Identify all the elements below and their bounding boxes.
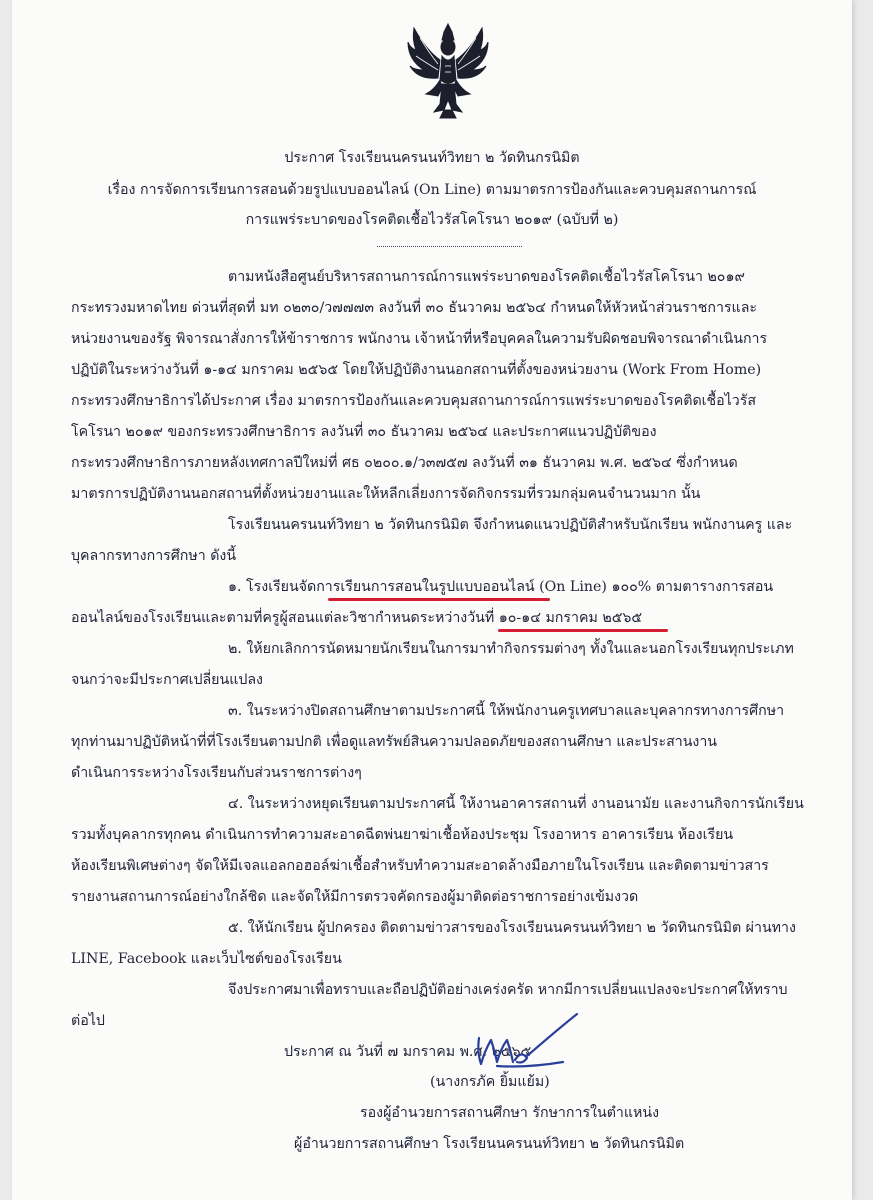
paragraph-2-line: โรงเรียนนครนนท์วิทยา ๒ วัดทินกรนิมิต จึงกำหนดแนวปฏิบัติสำหรับนักเรียน พนักงานครู และ: [228, 517, 793, 533]
item-2-line: จนกว่าจะมีประกาศเปลี่ยนแปลง: [71, 672, 263, 688]
announcement-title: ประกาศ โรงเรียนนครนนท์วิทยา ๒ วัดทินกรนิมิต: [284, 150, 580, 166]
document-page: [12, 0, 852, 1200]
subject-line-1: เรื่อง การจัดการเรียนการสอนด้วยรูปแบบออนไลน์ (On Line) ตามมาตรการป้องกันและควบคุมสถานการณ์: [107, 182, 757, 198]
signature-mark: [467, 1010, 587, 1072]
item-3-line: ทุกท่านมาปฏิบัติหน้าที่ที่โรงเรียนตามปกติ เพื่อดูแลทรัพย์สินความปลอดภัยของสถานศึกษา และประสานงาน: [71, 734, 718, 750]
closing-line: ต่อไป: [71, 1013, 105, 1029]
item-2-line: ๒. ให้ยกเลิกการนัดหมายนักเรียนในการมาทำกิจกรรมต่างๆ ทั้งในและนอกโรงเรียนทุกประเภท: [228, 641, 794, 657]
paragraph-2-line: บุคลากรทางการศึกษา ดังนี้: [71, 548, 237, 564]
announcement-date: ประกาศ ณ วันที่ ๗ มกราคม พ.ศ. ๒๕๖๕: [284, 1044, 532, 1060]
item-1-line: ๑. โรงเรียนจัดการเรียนการสอนในรูปแบบออนไลน์ (On Line) ๑๐๐% ตามตารางการสอน: [228, 579, 774, 595]
paragraph-1-line: หน่วยงานของรัฐ พิจารณาสั่งการให้ข้าราชการ พนักงาน เจ้าหน้าที่หรือบุคคลในความรับผิดชอบพิจารณาดำเนินการ: [71, 331, 768, 347]
garuda-emblem-icon: [404, 20, 492, 120]
title-separator: [377, 246, 522, 247]
subject-line-2: การแพร่ระบาดของโรคติดเชื้อไวรัสโคโรนา ๒๐๑๙ (ฉบับที่ ๒): [245, 212, 619, 228]
item-1-line: ออนไลน์ของโรงเรียนและตามที่ครูผู้สอนแต่ละวิชากำหนดระหว่างวันที่ ๑๐-๑๔ มกราคม ๒๕๖๕: [71, 610, 643, 626]
paragraph-1-line: มาตรการปฏิบัติงานนอกสถานที่ตั้งหน่วยงานและให้หลีกเลี่ยงการจัดกิจกรรมที่รวมกลุ่มคนจำนวนมาก นั้น: [71, 486, 701, 502]
item-4-line: ห้องเรียนพิเศษต่างๆ จัดให้มีเจลแอลกอฮอล์ฆ่าเชื้อสำหรับทำความสะอาดล้างมือภายในโรงเรียน และติดตามข่าวสาร: [71, 858, 769, 874]
paragraph-1-line: ตามหนังสือศูนย์บริหารสถานการณ์การแพร่ระบาดของโรคติดเชื้อไวรัสโคโรนา ๒๐๑๙: [228, 269, 745, 285]
item-4-line: รวมทั้งบุคลากรทุกคน ดำเนินการทำความสะอาดฉีดพ่นยาฆ่าเชื้อห้องประชุม โรงอาหาร อาคารเรียน ห้องเรียน: [71, 827, 734, 843]
item-5-line: LINE, Facebook และเว็บไซต์ของโรงเรียน: [71, 951, 342, 967]
item-4-line: รายงานสถานการณ์อย่างใกล้ชิด และจัดให้มีการตรวจคัดกรองผู้มาติดต่อราชการอย่างเข้มงวด: [71, 889, 639, 905]
paragraph-1-line: ปฏิบัติในระหว่างวันที่ ๑-๑๔ มกราคม ๒๕๖๕ โดยให้ปฏิบัติงานนอกสถานที่ตั้งของหน่วยงาน (Work From Home): [71, 362, 762, 378]
paragraph-1-line: โคโรนา ๒๐๑๙ ของกระทรวงศึกษาธิการ ลงวันที่ ๓๐ ธันวาคม ๒๕๖๔ และประกาศแนวปฏิบัติของ: [71, 424, 657, 440]
paragraph-1-line: กระทรวงศึกษาธิการภายหลังเทศกาลปีใหม่ที่ ศธ ๐๒๐๐.๑/ว๓๗๕๗ ลงวันที่ ๓๑ ธันวาคม พ.ศ. ๒๕๖๔ ซึ่งกำหนด: [71, 455, 738, 471]
item-5-line: ๕. ให้นักเรียน ผู้ปกครอง ติดตามข่าวสารของโรงเรียนนครนนท์วิทยา ๒ วัดทินกรนิมิต ผ่านทาง: [228, 920, 796, 936]
item-4-line: ๔. ในระหว่างหยุดเรียนตามประกาศนี้ ให้งานอาคารสถานที่ งานอนามัย และงานกิจการนักเรียน: [228, 796, 804, 812]
signer-position-1: รองผู้อำนวยการสถานศึกษา รักษาการในตำแหน่ง: [360, 1105, 659, 1121]
closing-line: จึงประกาศมาเพื่อทราบและถือปฏิบัติอย่างเคร่งครัด หากมีการเปลี่ยนแปลงจะประกาศให้ทราบ: [228, 982, 788, 998]
signer-name: (นางกรภัค ยิ้มแย้ม): [430, 1074, 550, 1090]
highlight-underline: [498, 629, 668, 632]
signer-position-2: ผู้อำนวยการสถานศึกษา โรงเรียนนครนนท์วิทยา ๒ วัดทินกรนิมิต: [294, 1136, 685, 1152]
item-3-line: ดำเนินการระหว่างโรงเรียนกับส่วนราชการต่างๆ: [71, 765, 362, 781]
item-3-line: ๓. ในระหว่างปิดสถานศึกษาตามประกาศนี้ ให้พนักงานครูเทศบาลและบุคลากรทางการศึกษา: [228, 703, 785, 719]
paragraph-1-line: กระทรวงมหาดไทย ด่วนที่สุดที่ มท ๐๒๓๐/ว๗๗๗๓ ลงวันที่ ๓๐ ธันวาคม ๒๕๖๔ กำหนดให้หัวหน้าส่วนราชการและ: [71, 300, 758, 316]
highlight-underline: [328, 598, 550, 601]
paragraph-1-line: กระทรวงศึกษาธิการได้ประกาศ เรื่อง มาตรการป้องกันและควบคุมสถานการณ์การแพร่ระบาดของโรคติดเชื้อไวรัส: [71, 393, 757, 409]
